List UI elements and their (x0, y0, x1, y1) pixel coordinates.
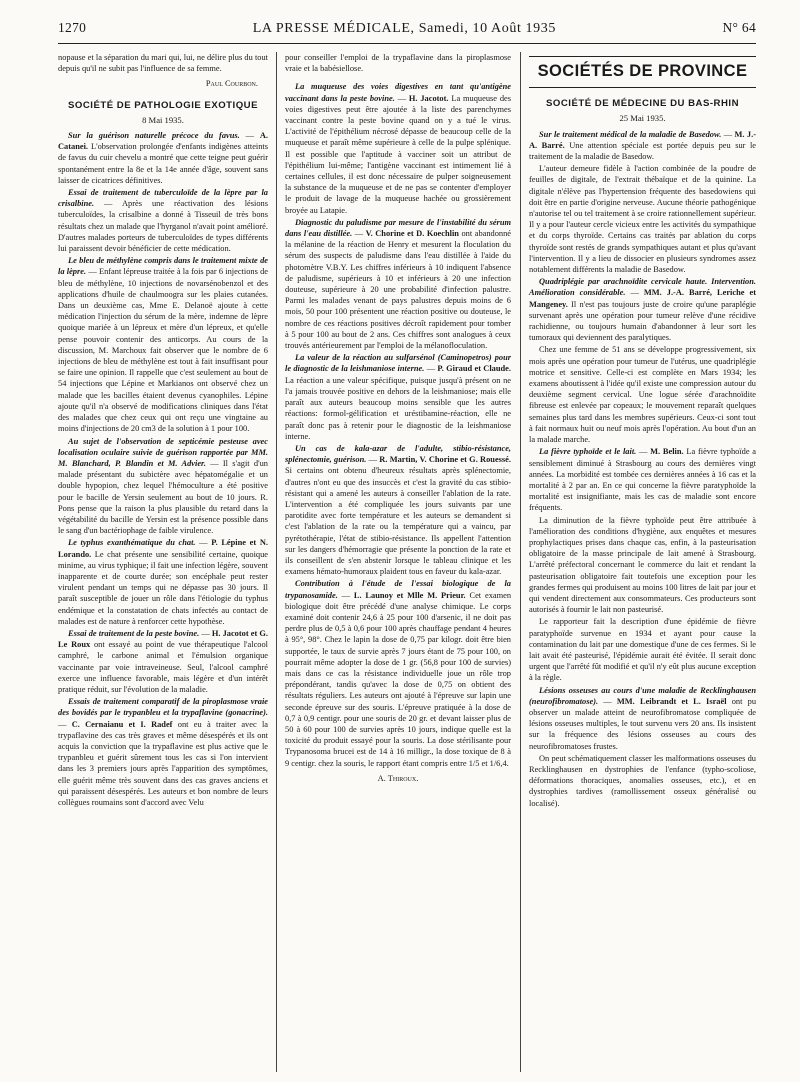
article-text: La muqueuse des voies digestives peut être ajoutée à la liste des parenchymes vaccinant contre la peste bovine quand on y a tué le virus. L'activité de l'épithélium nécrosé dépasse de beaucoup celle de la muqueuse et paraît même supérieure à celle de la pulpe splénique. Il est possible que l'aptitude à vacciner soit un attribut de l'épithélium lui-même; l'antigène vaccinant est intimement lié à certaines cellules, il est donc nécessaire de pulper soigneusement la substance de la muqueuse et de ne pas se contenter d'employer le produit de lavage de la muqueuse hachée ou grossièrement broyée au Latapie. (285, 93, 512, 215)
article-text: La réaction a une valeur spécifique, puisque jusqu'à présent on ne l'a jamais trouvée positive en dehors de la leishmaniose; mais elle paraît aux auteurs beaucoup moins sensible que les autres réactions: formol-gélification et uréstibamine-réaction, elle ne paraît donc pas à retenir pour le diagnostic de la leishmaniose interne. (285, 375, 511, 441)
article-title: Sur le traitement médical de la maladie de Basedow. (539, 129, 722, 139)
article: Quadriplégie par arachnoïdite cervicale haute. Intervention. Amélioration considérable. — MM. J.-A. Barré, Leriche et Mangeney. Il n'est pas toujours juste de croire qu'une paraplégie survenant après une opération pour tumeur relève d'une récidive rachidienne, ou toujours humain d'abandonner à leur sort les tumoraux qui deviennent des paralytiques. (529, 277, 756, 343)
article: Lésions osseuses au cours d'une maladie de Recklinghausen (neurofibromatose). — MM. Leibrandt et L. Israël ont pu observer un malade atteint de neurofibromatose compliquée de lésions osseuses multiples, le tout survenu vers 20 ans. Ils insistent sur la fréquence des lésions osseuses au cours des neurofibromatoses frustes. (529, 685, 757, 751)
article-author: MM. J.-A. Barré, Leriche et Mangeney. (529, 288, 756, 309)
article-author: H. Jacotot et G. Le Roux (58, 628, 268, 650)
header-rule (58, 43, 756, 44)
page-number: 1270 (58, 20, 87, 35)
article-title: Le typhus exanthématique du chat. (68, 538, 196, 548)
article-text: L'observation prolongée d'enfants indigènes atteints de favus du cuir chevelu a montré que cette teigne peut guérir spontanément entre la 8e et la 14e année d'âge, souvent sans laisser de cicatrices définitives. (58, 142, 269, 185)
article: Essai de traitement de tuberculoïde de la lèpre par la crisalbine. — Après une réactivation des lésions tuberculoïdes, la crisalbine a donné à Tisseuil de très bons résultats chez un malade que l'hyrganol n'avait point amélioré. D'autres malades porteurs de tuberculoïdes de types différents lui paraissent devoir bénéficier de cette médication. (58, 188, 268, 254)
article-text: La fièvre typhoïde a sensiblement diminué à Strasbourg au cours des dernières vingt années. La morbidité est tombée ces dernières années à 16 cas et la mortalité à 2 par an. En ce qui concerne la fièvre paratyphoïde la mortalité est insignifiante, mais les cas de maladie sont encore fréquents. (529, 447, 757, 513)
column-right (529, 52, 756, 810)
article-title: Sur la guérison naturelle précoce du favus. (68, 131, 240, 141)
article-paragraph: L'auteur demeure fidèle à l'action combinée de la poudre de feuilles de digitale, de l'extrait thébaïque et de la quinine. La digitale n'élève pas l'hypertension fréquente des basedowiens qui doit être en partie d'origine nerveuse. Aucune théorie pathogénique n'autorise tel ou tel traitement à se croire rationnellement supérieur. Il y a pour l'auteur cercle vicieux entre les activités du sympathique et du corps thyroïde. Certains cas traités par ablation du corps thyroïde sont restés de grands sympathiques autant et plus qu'avant l'intervention. Il y a lieu de dissocier en plusieurs syndromes assez notablement différents la maladie de Basedow. (529, 164, 756, 275)
article-title: Diagnostic du paludisme par mesure de l'instabilité du sérum dans l'eau distillée. (285, 217, 511, 239)
article-title: La fièvre typhoïde et le lait. (539, 447, 637, 457)
section-title: SOCIÉTÉS DE PROVINCE (537, 62, 748, 80)
article-text: Si certains ont obtenu d'heureux résultats après splénectomie, d'autres n'ont eu que des insuccès et c'est la gravité du cas stibio-résistant qui a amené les auteurs à conseiller l'ablation de la rate. L'intervention a été compliquée les jours suivants par une parotidite avec forte température et les auteurs se demandent si c'est l'ablation de la rate ou la température qui a vaincu, par pyrétothérapie, l'état de stibio-résistance. Ils appellent l'attention sur les dangers d'hémorragie que présente la ponction de la rate et ils conseillent de s'en abstenir lorsque le tableau clinique et les examens hémato-humoraux plaident tous en faveur du kala-azar. (285, 466, 511, 577)
issue-number: N° 64 (722, 20, 756, 35)
society-heading: SOCIÉTÉ DE PATHOLOGIE EXOTIQUE (67, 99, 258, 111)
signature: Paul Courbon. (205, 79, 258, 89)
article-author: M. Belin. (650, 447, 684, 457)
article: Le typhus exanthématique du chat. — P. Lépine et N. Lorando. Le chat présente une sensibilité certaine, quoique minime, au virus typhique; il fait une infection légère, souvent inapparente et de courte durée; son encéphale peut rester virulent pendant un temps qui ne dépasse pas 30 jours. Il paraît susceptible de jouer un rôle dans l'étiologie du typhus endémique et la constatation de chats infectés au contact de malades est de nature à renforcer cette hypothèse. (58, 538, 269, 626)
column-divider (276, 52, 277, 1072)
article-title: Contribution à l'étude de l'essai biologique de la trypanosamide. (285, 579, 511, 600)
article-title: Quadriplégie par arachnoïdite cervicale haute. Intervention. Amélioration considérable. (529, 277, 756, 298)
column-divider (520, 52, 521, 1072)
signature: A. Thiroux. (377, 773, 419, 783)
article-text: Après une réactivation des lésions tuberculoïdes, la crisalbine a donné à Tisseuil de très bons résultats chez un malade que l'hyrganol n'avait point amélioré. D'autres malades porteurs de tuberculoïdes de types différents lui paraissent devoir bénéficier de cette médication. (58, 199, 268, 254)
article: Le bleu de méthylène compris dans le traitement mixte de la lèpre. — Enfant lépreuse traitée à la fois par 6 injections de bleu de méthylène, 10 injections de novarsénobenzol et des applications d'huile de chaulmoogra sur les plaies cutanées. Dans un deuxième cas, Mme E. Delanoë ajoute à cette médication l'injection du sérum de la mère, indemne de lèpre quoique mariée à un lépreux et mère d'un lépreux, et qu'elle pense pouvoir contenir des anticorps. Au cours de la discussion, M. Marchoux fait observer que le nombre de 6 injections de bleu de méthylène est tout à fait insuffisant pour se faire une opinion. Il rappelle que c'est seulement au bout de 54 injections que Lépine et Markianos ont observé chez un malade que les bacilles étaient devenus cyanophiles. Lépine ajoute qu'il n'a observé de modifications cliniques dans l'état des malades que chez ceux qui ont reçu une vingtaine au moins d'injections de 20 cm3 de la solution à 1 pour 100. (58, 256, 268, 434)
article: La muqueuse des voies digestives en tant qu'antigène vaccinant dans la peste bovine. — H. Jacotot. La muqueuse des voies digestives peut être ajoutée à la liste des parenchymes vaccinant contre la peste bovine quand on y a tué le virus. L'activité de l'épithélium nécrosé dépasse de beaucoup celle de la muqueuse et paraît même supérieure à celle de la pulpe splénique. Il est possible que l'aptitude à vacciner soit un attribut de l'épithélium lui-même; l'antigène vaccinant est intimement lié à certaines cellules, il est donc nécessaire de pulper soigneusement la substance de la muqueuse et de ne pas se contenter d'employer le produit de lavage de la muqueuse hachée ou grossièrement broyée au Latapie. (285, 82, 512, 215)
article: Diagnostic du paludisme par mesure de l'instabilité du sérum dans l'eau distillée. — V. Chorine et D. Koechlin ont abandonné la mélanine de la réaction de Henry et mesurent la floculation du sérum des suspects de paludisme dans l'eau distillée à l'aide du photomètre V.B.Y. Les chiffres inférieurs à 10 indiquent l'absence de paludisme, supérieurs à 10 et inférieurs à 20 une infection douteuse, supérieure à 20 une probabilité d'infection palustre. Parmi les malades venant de pays palustres depuis moins de 6 mois, 50 pour 100 présentent une réaction positive ou douteuse, le nombre de ces réactions positives décroît rapidement pour tomber à 5 pour 100 au bout de 2 ans. Ces chiffres sont analogues à ceux trouvés antérieurement par l'emploi de la mélanofloculation. (285, 217, 512, 351)
article-title: La valeur de la réaction au sulfarsénol (Caminopetros) pour le diagnostic de la leishmaniose interne. (285, 353, 511, 374)
article-title: Essai de traitement de tuberculoïde de la lèpre par la crisalbine. (58, 188, 268, 209)
article-author: H. Jacotot. (408, 93, 449, 103)
article-text: Enfant lépreuse traitée à la fois par 6 injections de bleu de méthylène, 10 injections de novarsénobenzol et des applications d'huile de chaulmoogra sur les plaies cutanées. Dans un deuxième cas, Mme E. Delanoë ajoute à cette médication l'injection du sérum de la mère, indemne de lèpre quoique mariée à un lépreux et mère d'un lépreux, et qu'elle pense pouvoir contenir des anticorps. Au cours de la discussion, M. Marchoux fait observer que le nombre de 6 injections de bleu de méthylène est tout à fait insuffisant pour se faire une opinion. Il rappelle que c'est seulement au bout de 54 injections que Lépine et Markianos ont observé chez un malade que les bacilles étaient devenus cyanophiles. Lépine ajoute qu'il n'a observé de modifications cliniques dans l'état des malades que chez ceux qui ont reçu une vingtaine au moins d'injections de 20 cm3 de la solution à 1 pour 100. (58, 267, 268, 434)
article-author: V. Chorine et D. Koechlin (365, 229, 459, 239)
article-text: Il s'agit d'un malade présentant du subictère avec hépatomégalie et un double hypopion, chez lequel l'hémoculture a été positive pour le bacille de Yersin seulement au bout de 10 jours. R. Pons pense que la raison la plus plausible du retard dans la végétabilité du bacille de Yersin est la présence possible dans le sang d'un bactériophage de faible virulence. (58, 458, 268, 536)
continued-text: nopause et la séparation du mari qui, lui, ne délire plus du tout depuis qu'il ne subit pas l'influence de sa femme. (58, 53, 268, 74)
article-text: ont abandonné la mélanine de la réaction de Henry et mesurent la floculation du sérum des suspects de paludisme dans l'eau distillée à l'aide du photomètre V.B.Y. Les chiffres inférieurs à 10 indiquent l'absence de paludisme, supérieurs à 10 et inférieurs à 20 une infection douteuse, supérieure à 20 une probabilité d'infection palustre. Parmi les malades venant de pays palustres depuis moins de 6 mois, 50 pour 100 présentent une réaction positive ou douteuse, le nombre de ces réactions positives décroît rapidement pour tomber à 5 pour 100 au bout de 2 ans. Ces chiffres sont analogues à ceux trouvés antérieurement par l'emploi de la mélanofloculation. (285, 229, 512, 351)
article-paragraph: Le rapporteur fait la description d'une épidémie de fièvre paratyphoïde survenue en 1934 et ayant pour cause la contamination du lait par une domestique d'une de ces fermes. Si le lait avait été pasteurisé, l'épidémie aurait été évitée. Il serait donc urgent que l'arrêté fût modifié et qu'il n'y eût plus aucune exception à la règle. (529, 617, 756, 683)
article: Essai de traitement de la peste bovine. — H. Jacotot et G. Le Roux ont essayé au point de vue thérapeutique l'alcool camphré, le carbone animal et l'émulsion organique vaccinante par voie intraveineuse. Seul, l'alcool camphré exerce une influence favorable, mais légère et d'un intérêt pratique réduit, sur l'évolution de la maladie. (58, 628, 269, 694)
article-text: ont pu observer un malade atteint de neurofibromatose compliquée de lésions osseuses multiples, le tout survenu vers 20 ans. Ils insistent sur la fréquence des lésions osseuses au cours des neurofibromatoses frustes. (529, 696, 757, 751)
article: Contribution à l'étude de l'essai biologique de la trypanosamide. — L. Launoy et Mlle M. Prieur. Cet examen biologique doit être précédé d'une analyse chimique. Le corps examiné doit contenir 24,6 à 25 pour 100 d'arsenic, il ne doit pas perdre plus de 0,5 à 0,6 pour 100 après chauffage pendant 4 heures à 95°, 98°. Chez le lapin la dose de 0,75 par kilogr. doit être bien supportée, le taux de survie après 7 jours étant de 75 pour 100, on pourrait même adopter la dose de 1 gr. (56,8 pour 100 de survies) mais dans ce cas la résistance individuelle joue un rôle trop prépondérant, tandis qu'avec la dose de 0,75 on obtient des résultats réguliers. Les auteurs ont ajouté à l'épreuve sur lapin une seconde épreuve sur des souris. L'épreuve pratiquée à la dose de 0,7 à 0,9 centigr. pour une souris de 20 gr. et devant laisser plus de 50 à 60 pour 100 de survies après 10 jours, indique quelle est la toxicité du produit essayé pour la souris. La dose stérilisante pour Trypanosoma brucei est de 14 à 16 milligr., la dose toxique de 8 à 9 centigr. chez la souris, le rapport étant compris entre 1/5 et 1/6,4. (285, 579, 512, 768)
article-text: Le chat présente une sensibilité certaine, quoique minime, au virus typhique; il fait une infection légère, souvent inapparente et de courte durée; son encéphale peut rester virulent pendant un temps qui ne dépasse pas 30 jours. Il paraît susceptible de jouer un rôle dans l'étiologie du typhus endémique et la constatation de chats infectés au contact de malades est de nature à renforcer cette hypothèse. (58, 549, 269, 626)
article-text: Une attention spéciale est portée depuis peu sur le traitement de la maladie de Basedow. (529, 140, 756, 162)
article-title: Le bleu de méthylène compris dans le traitement mixte de la lèpre. (58, 256, 268, 277)
article-author: P. Lépine et N. Lorando. (58, 538, 268, 559)
article: La valeur de la réaction au sulfarsénol (Caminopetros) pour le diagnostic de la leishmaniose interne. — P. Giraud et Claude. La réaction a une valeur spécifique, puisque jusqu'à présent on ne l'a jamais trouvée positive en dehors de la leishmaniose; mais elle paraît aux auteurs beaucoup moins sensible que les autres réactions: formol-gélification et uréstibamine-réaction, elle ne paraît donc pas à retenir pour le diagnostic de la leishmaniose interne. (285, 353, 511, 441)
continued-text: pour conseiller l'emploi de la trypaflavine dans la piroplasmose vraie et la babésiellose. (285, 53, 511, 74)
article-author: P. Giraud et Claude. (437, 364, 511, 374)
article-text: ont essayé au point de vue thérapeutique l'alcool camphré, le carbone animal et l'émulsion organique vaccinante par voie intraveineuse. Seul, l'alcool camphré exerce une influence favorable, mais légère et d'un intérêt pratique réduit, sur l'évolution de la maladie. (58, 640, 269, 694)
article-author: C. Cernaianu et I. Radef (71, 719, 173, 729)
section-banner (529, 56, 756, 88)
column-left (58, 52, 268, 809)
page-header (58, 20, 756, 44)
article: Essais de traitement comparatif de la piroplasmose vraie des bovidés par le trypanbleu et la trypaflavine (gonacrine). — C. Cernaianu et I. Radef ont eu à traiter avec la trypaflavine des cas très graves et même désespérés et ils ont acquis la conviction que la trypaflavine est plus active que le trypanbleu et guérit sûrement tous les cas si l'on intervient dans les 3 premiers jours après l'apparition des symptômes, elle guérit même très souvent dans des cas graves anciens et qui paraissent désespérés. Les auteurs et bon nombre de leurs collègues roumains sont d'accord avec Velu (58, 697, 269, 807)
article-text: Cet examen biologique doit être précédé d'une analyse chimique. Le corps examiné doit contenir 24,6 à 25 pour 100 d'arsenic, il ne doit pas perdre plus de 0,5 à 0,6 pour 100 après chauffage pendant 4 heures à 95°, 98°. Chez le lapin la dose de 0,75 par kilogr. doit être bien supportée, le taux de survie après 7 jours étant de 75 pour 100, on pourrait même adopter la dose de 1 gr. (56,8 pour 100 de survies) mais dans ce cas la résistance individuelle joue un rôle trop prépondérant, tandis qu'avec la dose de 0,75 on obtient des résultats réguliers. Les auteurs ont ajouté à l'épreuve sur lapin une seconde épreuve sur des souris. L'épreuve pratiquée à la dose de 0,7 à 0,9 centigr. pour une souris de 20 gr. et devant laisser plus de 50 à 60 pour 100 de survies après 10 jours, indique quelle est la toxicité du produit essayé pour la souris. La dose stérilisante pour Trypanosoma brucei est de 14 à 16 milligr., la dose toxique de 8 à 9 centigr. chez la souris, le rapport étant compris entre 1/5 et 1/6,4. (285, 590, 512, 768)
article-author: M. J.-A. Barré. (529, 129, 756, 150)
article-paragraph: La diminution de la fièvre typhoïde peut être attribuée à l'amélioration des conditions d'hygiène, aux enquêtes et mesures prophylactiques prises dans chaque cas, enfin, à la pasteurisation obligatoire de la masse principale de lait amené à Strasbourg. L'arrêté préfectoral concernant le commerce du lait et rendant la pasteurisation obligatoire fait toutefois une exception pour les grandes fermes qui produisent au moins 100 litres de lait par jour et qui vendent directement aux consommateurs. Ces producteurs sont autorisés à fournir le lait non pasteurisé. (529, 515, 756, 615)
column-middle (285, 52, 511, 794)
session-date: 8 Mai 1935. (142, 114, 184, 125)
article: La fièvre typhoïde et le lait. — M. Belin. La fièvre typhoïde a sensiblement diminué à Strasbourg au cours des dernières vingt années. La morbidité est tombée ces dernières années à 16 cas et la mortalité à 2 par an. En ce qui concerne la fièvre paratyphoïde la mortalité est insignifiante, mais les cas de maladie sont encore fréquents. (529, 447, 757, 513)
article-text: Il n'est pas toujours juste de croire qu'une paraplégie survenant après une opération pour tumeur relève d'une récidive rachidienne, ou toujours humain d'abandonner à leur sort les tumoraux qui deviennent des paralytiques. (529, 299, 756, 343)
article: Sur la guérison naturelle précoce du favus. — A. Catanei. L'observation prolongée d'enfants indigènes atteints de favus du cuir chevelu a montré que cette teigne peut guérir spontanément entre la 8e et la 14e année d'âge, souvent sans laisser de cicatrices définitives. (58, 131, 269, 185)
journal-title: LA PRESSE MÉDICALE, Samedi, 10 Août 1935 (252, 21, 556, 36)
article: Un cas de kala-azar de l'adulte, stibio-résistance, splénectomie, guérison. — R. Martin, V. Chorine et G. Rouessé. Si certains ont obtenu d'heureux résultats après splénectomie, d'autres n'ont eu que des insuccès et c'est la gravité du cas stibio-résistant qui a amené les auteurs à conseiller l'ablation de la rate. L'intervention a été compliquée les jours suivants par une parotidite avec forte température et les auteurs se demandent si c'est l'ablation de la rate ou la température qui a vaincu, par pyrétothérapie, l'état de stibio-résistance. Ils appellent l'attention sur les dangers d'hémorragie que présente la ponction de la rate et ils conseillent de s'en abstenir lorsque le tableau clinique et les examens hémato-humoraux plaident tous en faveur du kala-azar. (285, 443, 511, 577)
society-heading: SOCIÉTÉ DE MÉDECINE DU BAS-RHIN (546, 98, 739, 110)
article-title: Essais de traitement comparatif de la piroplasmose vraie des bovidés par le trypanbleu et la trypaflavine (gonacrine). (58, 697, 268, 718)
article-text: ont eu à traiter avec la trypaflavine des cas très graves et même désespérés et ils ont acquis la conviction que la trypaflavine est plus active que le trypanbleu et guérit sûrement tous les cas si l'on intervient dans les 3 premiers jours après l'apparition des symptômes, elle guérit même très souvent dans des cas graves anciens et qui paraissent désespérés. Les auteurs et bon nombre de leurs collègues roumains sont d'accord avec Velu (58, 719, 269, 807)
article: Au sujet de l'observation de septicémie pesteuse avec localisation oculaire suivie de guérison rapportée par MM. M. Blanchard, P. Blandin et M. Advier. — Il s'agit d'un malade présentant du subictère avec hépatomégalie et un double hypopion, chez lequel l'hémoculture a été positive pour le bacille de Yersin seulement au bout de 10 jours. R. Pons pense que la raison la plus plausible du retard dans la végétabilité du bacille de Yersin est la présence possible dans le sang d'un bactériophage de faible virulence. (58, 436, 268, 536)
article-title: Au sujet de l'observation de septicémie pesteuse avec localisation oculaire suivie de guérison rapportée par MM. M. Blanchard, P. Blandin et M. Advier. (58, 436, 268, 468)
article-title: La muqueuse des voies digestives en tant qu'antigène vaccinant dans la peste bovine. (285, 82, 511, 103)
article-author: L. Launoy et Mlle M. Prieur. (353, 590, 466, 600)
article-paragraph: On peut schématiquement classer les malformations osseuses du Recklinghausen en dystrophies de l'enfance (typho-scoliose, déformations thoraciques, anomalies osseuses, etc.), et en dystrophies tardives (ramollissement osseux généralisé ou localisé). (529, 753, 756, 808)
article-paragraph: Chez une femme de 51 ans se développe progressivement, six mois après une opération pour tumeur de l'utérus, une quadriplégie motrice et sensitive. Celle-ci est complète en Mars 1934; les examens aboutissent à l'idée qu'il existe une compression autour du deuxième segment cervical. Une logue sérée d'arachnoïdite fibreuse est enlevée par copeaux; le mouvement reparaît quelques semaines plus tard dans les membres supérieurs. Ceux-ci sont tout à fait normaux huit ou neuf mois après l'opération. Au bout d'un an la malade marche. (529, 345, 756, 445)
article-title: Essai de traitement de la peste bovine. (68, 628, 200, 638)
article-author: A. Catanei. (58, 131, 269, 152)
session-date: 25 Mai 1935. (619, 113, 666, 124)
article-title: Un cas de kala-azar de l'adulte, stibio-résistance, splénectomie, guérison. (285, 443, 511, 465)
article-author: MM. Leibrandt et L. Israël (616, 696, 727, 706)
article-author: R. Martin, V. Chorine et G. Rouessé. (379, 455, 511, 465)
article-title: Lésions osseuses au cours d'une maladie de Recklinghausen (neurofibromatose). (529, 685, 756, 706)
article: Sur le traitement médical de la maladie de Basedow. — M. J.-A. Barré. Une attention spéciale est portée depuis peu sur le traitement de la maladie de Basedow. (529, 129, 756, 162)
